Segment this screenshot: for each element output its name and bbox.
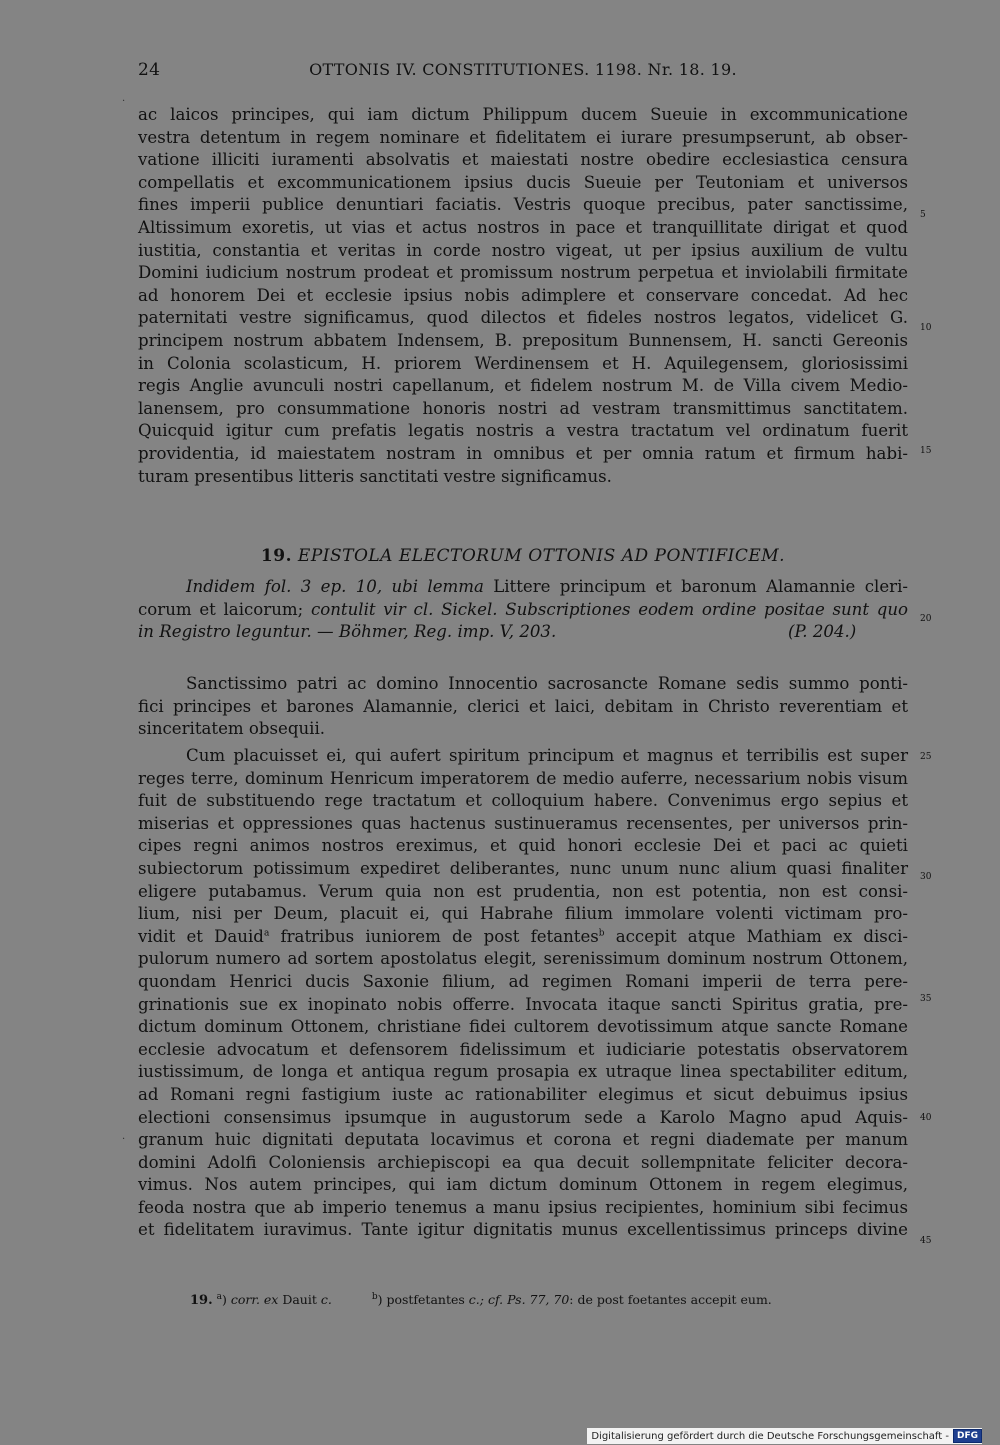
text-line: dictum dominum Ottonem, christiane fidei cultorem devotissimum atque sancte Romane (138, 1017, 908, 1037)
text-line: granum huic dignitati deputata locavimus et corona et regni diademate per manum (138, 1130, 908, 1150)
text-line: compellatis et excommunicationem ipsius ducis Sueuie per Teutoniam et universos (138, 172, 908, 192)
page-header (138, 60, 908, 86)
line-number: 20 (920, 614, 932, 624)
text-line: eligere putabamus. Verum quia non est prudentia, non est potentia, non est consi- (138, 881, 908, 901)
text-line: iustitia, constantia et veritas in corde nostro vigeat, ut per ipsius auxilium de vultu (138, 240, 908, 260)
text-line: sinceritatem obsequii. (138, 719, 326, 739)
text-line: vimus. Nos autem principes, qui iam dictum dominum Ottonem in regem elegimus, (138, 1175, 908, 1195)
text-line: Domini iudicium nostrum prodeat et promissum nostrum perpetua et inviolabili firmitate (138, 263, 908, 283)
text-line: et fidelitatem iuravimus. Tante igitur dignitatis munus excellentissimus princeps divine (138, 1220, 908, 1240)
text-line: iustissimum, de longa et antiqua regum prosapia ex utraque linea spectabiliter editum, (138, 1062, 908, 1082)
text-line: Quicquid igitur cum prefatis legatis nostris a vestra tractatum vel ordinatum fuerit (138, 421, 908, 441)
footnote: 19. $^a$) corr. ex Dauit c. $^b$) postfetantes c.; cf. Ps. 77, 70: de post foetantes accepit eum. (190, 1291, 772, 1308)
text-line: vatione illiciti iuramenti absolvatis et maiestati nostre obedire ecclesiastica censura (138, 150, 908, 170)
page-number: 24 (138, 60, 161, 80)
text-block-address (138, 673, 908, 741)
text-line: Altissimum exoretis, ut vias et actus nostros in pace et tranquillitate dirigat et quod (138, 217, 908, 237)
section-title (138, 546, 908, 566)
text-line: Sanctissimo patri ac domino Innocentio sacrosancte Romane sedis summo ponti- (186, 674, 908, 693)
running-title: OTTONIS IV. CONSTITUTIONES. 1198. Nr. 18. 19. (309, 60, 737, 79)
text-line: quondam Henrici ducis Saxonie filium, ad regimen Romani imperii de terra pere- (138, 971, 908, 991)
text-line: lium, nisi per Deum, placuit ei, qui Habrahe filium immolare volenti victimam pro- (138, 904, 908, 924)
text-line: Cum placuisset ei, qui aufert spiritum principum et magnus et terribilis est super (186, 746, 908, 765)
text-line: feoda nostra que ab imperio tenemus a manu ipsius recipientes, hominium sibi fecimus (138, 1197, 908, 1217)
source-line: in Registro leguntur. — Böhmer, Reg. imp. V, 203. (P. 204.) (138, 622, 857, 642)
text-line: ad honorem Dei et ecclesie ipsius nobis adimplere et conservare concedat. Ad hec (138, 285, 908, 305)
line-number: 10 (920, 323, 932, 333)
text-line: miserias et oppressiones quas hactenus sustinueramus recensentes, per universos prin- (138, 813, 908, 833)
source-line: corum et laicorum; contulit vir cl. Sickel. Subscriptiones eodem ordine positae sunt quo (138, 599, 909, 619)
section-number: 19. (260, 546, 292, 566)
line-number: 35 (920, 994, 932, 1004)
text-line: fuit de substituendo rege tractatum et colloquium habere. Convenimus ergo sepius et (138, 791, 908, 811)
text-line: lanensem, pro consummatione honoris nostri ad vestram transmittimus sanctitatem. (138, 398, 908, 418)
text-line: providentia, id maiestatem nostram in omnibus et per omnia ratum et firmum habi- (138, 443, 908, 463)
text-line: principem nostrum abbatem Indensem, B. prepositum Bunnensem, H. sancti Gereonis (138, 330, 908, 350)
text-line: fici principes et barones Alamannie, clerici et laici, debitam in Christo reverentiam et (138, 696, 908, 716)
text-line: in Colonia scolasticum, H. priorem Werdinensem et H. Aquilegensem, gloriosissimi (138, 353, 908, 373)
line-number: 5 (920, 210, 926, 220)
text-line: fines imperii publice denuntiari faciatis. Vestris quoque precibus, pater sanctissime, (138, 195, 908, 215)
text-line: pulorum numero ad sortem apostolatus elegit, serenissimum dominum nostrum Ottonem, (138, 949, 908, 969)
text-line: reges terre, dominum Henricum imperatorem de medio auferre, necessarium nobis visum (138, 768, 908, 788)
source-line: Indidem fol. 3 ep. 10, ubi lemma Littere principum et baronum Alamannie cleri- (186, 577, 908, 596)
source-note (138, 576, 908, 644)
line-number: 30 (920, 872, 932, 882)
line-number: 25 (920, 752, 932, 762)
line-number: 40 (920, 1113, 932, 1123)
funding-footer (587, 1428, 982, 1444)
section-heading: EPISTOLA ELECTORUM OTTONIS AD PONTIFICEM. (297, 546, 786, 566)
text-line: turam presentibus litteris sanctitati vestre significamus. (138, 466, 612, 486)
text-line: paternitati vestre significamus, quod dilectos et fideles nostros legatos, videlicet G. (138, 308, 908, 328)
line-number: 15 (920, 446, 932, 456)
funding-text: Digitalisierung gefördert durch die Deutsche Forschungsgemeinschaft - (591, 1430, 949, 1442)
text-block-continuation (138, 104, 908, 488)
text-line: ad Romani regni fastigium iuste ac rationabiliter elegimus et sicut debuimus ipsius (138, 1084, 908, 1104)
text-line: electioni consensimus ipsumque in augustorum sede a Karolo Magno apud Aquis- (138, 1107, 908, 1127)
text-line: domini Adolfi Coloniensis archiepiscopi ea qua decuit sollempnitate feliciter decora- (138, 1152, 908, 1172)
text-line: ac laicos principes, qui iam dictum Philippum ducem Sueuie in excommunicatione (138, 105, 908, 124)
text-line: grinationis sue ex inopinato nobis offerre. Invocata itaque sancti Spiritus gratia, pre- (138, 994, 908, 1014)
line-number: 45 (920, 1236, 932, 1246)
margin-mark: · (122, 96, 126, 107)
margin-mark: · (122, 1134, 126, 1145)
text-line: vidit et Dauid$^a$ fratribus iuniorem de post fetantes$^b$ accepit atque Mathiam ex disci- (138, 926, 909, 946)
text-line: subiectorum potissimum expediret deliberantes, nunc unum nunc alium quasi finaliter (138, 858, 908, 878)
text-line: cipes regni animos nostros ereximus, et quid honori ecclesie Dei et paci ac quieti (138, 836, 908, 856)
text-line: vestra detentum in regem nominare et fidelitatem ei iurare presumpserunt, ab obser- (138, 127, 908, 147)
text-line: ecclesie advocatum et defensorem fidelissimum et iudiciarie potestatis observatorem (138, 1039, 908, 1059)
text-line: regis Anglie avunculi nostri capellanum, et fidelem nostrum M. de Villa civem Medio- (138, 376, 908, 396)
text-block-main (138, 745, 908, 1242)
dfg-logo: DFG (953, 1429, 982, 1443)
